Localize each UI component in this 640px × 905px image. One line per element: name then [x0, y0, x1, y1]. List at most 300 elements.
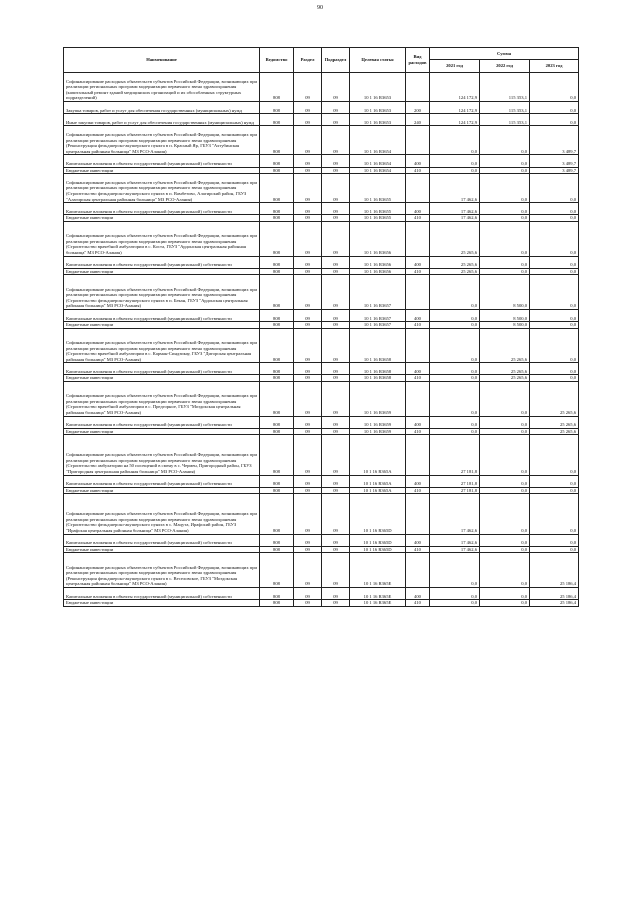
row-section: 09	[294, 546, 322, 553]
row-sum-2023: 0,0	[530, 203, 579, 215]
row-section: 09	[294, 382, 322, 417]
row-sum-2022: 8 500,0	[480, 275, 530, 310]
row-target-code: 10 1 16 R3653	[350, 102, 406, 114]
row-name: Бюджетные инвестиции	[64, 322, 260, 329]
table-row	[64, 126, 579, 155]
row-dept: 808	[260, 553, 294, 588]
row-target-code: 10 1 16 R365A	[350, 487, 406, 494]
row-sum-2023: 0,0	[530, 322, 579, 329]
row-target-code: 10 1 16 R3654	[350, 167, 406, 174]
row-section: 09	[294, 215, 322, 222]
row-target-code: 10 1 16 R3658	[350, 375, 406, 382]
row-subsection: 09	[322, 275, 350, 310]
row-sum-2022: 0,0	[480, 167, 530, 174]
row-subsection: 09	[322, 167, 350, 174]
row-name: Капитальные вложения в объекты государственной (муниципальной) собственности	[64, 534, 260, 546]
row-section: 09	[294, 309, 322, 321]
row-subsection: 09	[322, 256, 350, 268]
row-exp-type: 400	[406, 475, 430, 487]
row-target-code: 10 1 16 R3654	[350, 126, 406, 155]
row-subsection: 09	[322, 534, 350, 546]
table-row	[64, 102, 579, 114]
row-dept: 808	[260, 587, 294, 599]
row-name: Капитальные вложения в объекты государственной (муниципальной) собственности	[64, 309, 260, 321]
row-subsection: 09	[322, 553, 350, 588]
row-target-code: 10 1 16 R3655	[350, 174, 406, 203]
row-dept: 808	[260, 102, 294, 114]
row-sum-2022: 115 353,1	[480, 102, 530, 114]
row-exp-type	[406, 126, 430, 155]
row-sum-2022: 8 500,0	[480, 309, 530, 321]
row-sum-2023: 0,0	[530, 328, 579, 363]
row-exp-type	[406, 174, 430, 203]
row-subsection: 09	[322, 328, 350, 363]
row-target-code: 10 1 16 R3657	[350, 275, 406, 310]
table-row	[64, 375, 579, 382]
row-section: 09	[294, 428, 322, 435]
row-sum-2021: 17 462,6	[430, 174, 480, 203]
row-section: 09	[294, 475, 322, 487]
row-target-code: 10 1 16 R3653	[350, 114, 406, 126]
table-row	[64, 428, 579, 435]
row-exp-type	[406, 221, 430, 256]
table-row	[64, 382, 579, 417]
row-dept: 808	[260, 203, 294, 215]
row-sum-2021: 0,0	[430, 375, 480, 382]
row-sum-2023: 0,0	[530, 309, 579, 321]
table-row	[64, 600, 579, 607]
row-name: Бюджетные инвестиции	[64, 600, 260, 607]
row-target-code: 10 1 16 R3658	[350, 363, 406, 375]
row-name: Бюджетные инвестиции	[64, 268, 260, 275]
row-dept: 808	[260, 309, 294, 321]
row-exp-type: 410	[406, 215, 430, 222]
table-row	[64, 587, 579, 599]
row-exp-type	[406, 275, 430, 310]
row-subsection: 09	[322, 114, 350, 126]
row-sum-2022: 0,0	[480, 382, 530, 417]
table-row	[64, 73, 579, 102]
row-target-code: 10 1 16 R365D	[350, 546, 406, 553]
row-target-code: 10 1 16 R3657	[350, 309, 406, 321]
row-subsection: 09	[322, 268, 350, 275]
row-sum-2022: 0,0	[480, 203, 530, 215]
table-body	[64, 73, 579, 607]
row-name: Софинансирование расходных обязательств субъектов Российской Федерации, возникающих при реализации региональных программ модернизации первичного звена здравоохранения (Строительство фельдшерско-акушерского пункта в п. Бекан, ГБУЗ "Ардонская центральная районная больница" МЗ РСО-Алания)	[64, 275, 260, 310]
row-dept: 808	[260, 600, 294, 607]
row-target-code: 10 1 16 R3653	[350, 73, 406, 102]
row-sum-2021: 17 462,6	[430, 203, 480, 215]
row-subsection: 09	[322, 546, 350, 553]
row-sum-2022: 0,0	[480, 256, 530, 268]
row-dept: 808	[260, 275, 294, 310]
row-section: 09	[294, 363, 322, 375]
row-sum-2021: 0,0	[430, 600, 480, 607]
row-subsection: 09	[322, 363, 350, 375]
row-target-code: 10 1 16 R365D	[350, 494, 406, 534]
row-sum-2021: 27 181,8	[430, 475, 480, 487]
row-target-code: 10 1 16 R3658	[350, 328, 406, 363]
row-dept: 808	[260, 155, 294, 167]
row-exp-type	[406, 435, 430, 475]
page-number: 90	[317, 5, 323, 11]
table-row	[64, 155, 579, 167]
row-name: Иные закупки товаров, работ и услуг для обеспечения государственных (муниципальных) нужд	[64, 114, 260, 126]
header-name: Наименование	[64, 48, 260, 73]
row-exp-type: 240	[406, 114, 430, 126]
row-dept: 808	[260, 494, 294, 534]
row-sum-2022: 25 265,6	[480, 328, 530, 363]
row-section: 09	[294, 167, 322, 174]
row-name: Бюджетные инвестиции	[64, 167, 260, 174]
row-sum-2023: 0,0	[530, 221, 579, 256]
row-dept: 808	[260, 73, 294, 102]
row-sum-2022: 0,0	[480, 428, 530, 435]
row-section: 09	[294, 102, 322, 114]
row-sum-2022: 0,0	[480, 155, 530, 167]
row-target-code: 10 1 16 R3659	[350, 428, 406, 435]
row-sum-2022: 0,0	[480, 215, 530, 222]
row-name: Бюджетные инвестиции	[64, 546, 260, 553]
row-target-code: 10 1 16 R365A	[350, 435, 406, 475]
row-dept: 808	[260, 428, 294, 435]
row-dept: 808	[260, 126, 294, 155]
row-sum-2023: 0,0	[530, 494, 579, 534]
row-sum-2022: 0,0	[480, 174, 530, 203]
row-sum-2021: 0,0	[430, 275, 480, 310]
row-sum-2023: 0,0	[530, 256, 579, 268]
row-target-code: 10 1 16 R365D	[350, 534, 406, 546]
row-subsection: 09	[322, 215, 350, 222]
row-exp-type: 410	[406, 322, 430, 329]
table-row	[64, 546, 579, 553]
row-sum-2021: 17 462,6	[430, 215, 480, 222]
row-sum-2021: 27 181,8	[430, 435, 480, 475]
row-name: Софинансирование расходных обязательств субъектов Российской Федерации, возникающих при реализации региональных программ модернизации первичного звена здравоохранения (Реконструкция фельдшерско-акушерского пункта в с. Веселовское, ГБУЗ "Моздокская центральная районная больница" МЗ РСО-Алания)	[64, 553, 260, 588]
row-sum-2023: 0,0	[530, 73, 579, 102]
row-exp-type: 410	[406, 546, 430, 553]
row-dept: 808	[260, 268, 294, 275]
row-dept: 808	[260, 322, 294, 329]
row-subsection: 09	[322, 435, 350, 475]
row-subsection: 09	[322, 126, 350, 155]
row-sum-2021: 25 265,6	[430, 256, 480, 268]
row-exp-type	[406, 553, 430, 588]
row-exp-type	[406, 494, 430, 534]
table-row	[64, 114, 579, 126]
row-subsection: 09	[322, 382, 350, 417]
table-row	[64, 435, 579, 475]
row-sum-2022: 0,0	[480, 587, 530, 599]
row-section: 09	[294, 73, 322, 102]
row-sum-2022: 0,0	[480, 494, 530, 534]
row-exp-type: 410	[406, 487, 430, 494]
row-sum-2023: 0,0	[530, 534, 579, 546]
row-exp-type: 400	[406, 309, 430, 321]
row-sum-2021: 0,0	[430, 363, 480, 375]
row-sum-2023: 0,0	[530, 215, 579, 222]
row-sum-2023: 25 265,6	[530, 382, 579, 417]
row-dept: 808	[260, 546, 294, 553]
table-row	[64, 487, 579, 494]
header-sum: Сумма	[430, 48, 579, 60]
row-target-code: 10 1 16 R3655	[350, 203, 406, 215]
row-exp-type: 410	[406, 375, 430, 382]
header-dept: Ведомство	[260, 48, 294, 73]
row-exp-type: 400	[406, 416, 430, 428]
row-subsection: 09	[322, 600, 350, 607]
row-sum-2023: 25 186,4	[530, 600, 579, 607]
row-target-code: 10 1 16 R3656	[350, 256, 406, 268]
table-row	[64, 363, 579, 375]
row-dept: 808	[260, 382, 294, 417]
row-sum-2021: 124 172,9	[430, 73, 480, 102]
row-exp-type	[406, 328, 430, 363]
row-name: Закупка товаров, работ и услуг для обеспечения государственных (муниципальных) нужд	[64, 102, 260, 114]
row-name: Софинансирование расходных обязательств субъектов Российской Федерации, возникающих при реализации региональных программ модернизации первичного звена здравоохранения (Строительство фельдшерско-акушерского пункта в с. Мацута, Ирафский район, ГБУЗ "Ирафская центральная районная больница" МЗ РСО-Алания)	[64, 494, 260, 534]
row-sum-2021: 0,0	[430, 328, 480, 363]
row-sum-2022: 0,0	[480, 221, 530, 256]
table-row	[64, 475, 579, 487]
row-sum-2021: 124 172,9	[430, 114, 480, 126]
row-dept: 808	[260, 167, 294, 174]
row-section: 09	[294, 494, 322, 534]
row-name: Софинансирование расходных обязательств субъектов Российской Федерации, возникающих при реализации региональных программ модернизации первичного звена здравоохранения (капитальный ремонт зданий медицинских организаций и их обособленных структурных подразделений)	[64, 73, 260, 102]
row-subsection: 09	[322, 221, 350, 256]
row-section: 09	[294, 126, 322, 155]
row-subsection: 09	[322, 73, 350, 102]
row-target-code: 10 1 16 R3655	[350, 215, 406, 222]
row-name: Софинансирование расходных обязательств субъектов Российской Федерации, возникающих при реализации региональных программ модернизации первичного звена здравоохранения (Строительство врачебной амбулатории в с. Коста, ГБУЗ "Ардонская центральная районная больница" МЗ РСО-Алания)	[64, 221, 260, 256]
table-row	[64, 203, 579, 215]
row-sum-2022: 0,0	[480, 435, 530, 475]
row-name: Капитальные вложения в объекты государственной (муниципальной) собственности	[64, 416, 260, 428]
row-sum-2021: 0,0	[430, 587, 480, 599]
row-sum-2023: 3 489,7	[530, 155, 579, 167]
row-sum-2023: 0,0	[530, 546, 579, 553]
row-sum-2022: 25 265,6	[480, 363, 530, 375]
row-target-code: 10 1 16 R3656	[350, 268, 406, 275]
row-sum-2023: 0,0	[530, 363, 579, 375]
row-section: 09	[294, 534, 322, 546]
row-sum-2022: 0,0	[480, 416, 530, 428]
row-exp-type: 400	[406, 256, 430, 268]
row-subsection: 09	[322, 203, 350, 215]
row-dept: 808	[260, 221, 294, 256]
row-sum-2021: 0,0	[430, 428, 480, 435]
row-sum-2023: 3 489,7	[530, 126, 579, 155]
row-dept: 808	[260, 475, 294, 487]
row-subsection: 09	[322, 174, 350, 203]
row-name: Софинансирование расходных обязательств субъектов Российской Федерации, возникающих при реализации региональных программ модернизации первичного звена здравоохранения (Строительство врачебной амбулатории в с. Предгорное, ГБУЗ "Моздокская центральная районная больница" МЗ РСО-Алания)	[64, 382, 260, 417]
row-target-code: 10 1 16 R3659	[350, 416, 406, 428]
table-row	[64, 534, 579, 546]
row-section: 09	[294, 174, 322, 203]
row-sum-2022: 8 500,0	[480, 322, 530, 329]
row-dept: 808	[260, 416, 294, 428]
row-sum-2022: 0,0	[480, 487, 530, 494]
row-sum-2021: 0,0	[430, 322, 480, 329]
row-section: 09	[294, 600, 322, 607]
row-name: Софинансирование расходных обязательств субъектов Российской Федерации, возникающих при реализации региональных программ модернизации первичного звена здравоохранения (Строительство амбулатории на 50 посещений в смену в с. Чермен, Пригородный район, ГБУЗ "Пригородная центральная районная больница" МЗ РСО-Алания)	[64, 435, 260, 475]
row-sum-2021: 0,0	[430, 155, 480, 167]
row-subsection: 09	[322, 102, 350, 114]
table-row	[64, 553, 579, 588]
row-sum-2023: 0,0	[530, 375, 579, 382]
row-exp-type	[406, 73, 430, 102]
row-dept: 808	[260, 534, 294, 546]
table-row	[64, 309, 579, 321]
table-row	[64, 174, 579, 203]
row-target-code: 10 1 16 R3657	[350, 322, 406, 329]
row-subsection: 09	[322, 155, 350, 167]
table-row	[64, 275, 579, 310]
row-target-code: 10 1 16 R365A	[350, 475, 406, 487]
row-subsection: 09	[322, 309, 350, 321]
row-section: 09	[294, 328, 322, 363]
row-sum-2021: 25 265,6	[430, 268, 480, 275]
row-sum-2022: 0,0	[480, 268, 530, 275]
row-section: 09	[294, 256, 322, 268]
row-sum-2021: 0,0	[430, 126, 480, 155]
row-sum-2022: 115 353,1	[480, 114, 530, 126]
row-dept: 808	[260, 363, 294, 375]
row-dept: 808	[260, 215, 294, 222]
table-row	[64, 221, 579, 256]
row-sum-2021: 25 265,6	[430, 221, 480, 256]
row-dept: 808	[260, 114, 294, 126]
row-target-code: 10 1 16 R3659	[350, 382, 406, 417]
header-exp-type: Вид расходов	[406, 48, 430, 73]
row-sum-2023: 0,0	[530, 268, 579, 275]
header-target: Целевая статья	[350, 48, 406, 73]
row-sum-2023: 25 186,4	[530, 553, 579, 588]
row-sum-2022: 0,0	[480, 475, 530, 487]
row-target-code: 10 1 16 R365E	[350, 587, 406, 599]
row-dept: 808	[260, 435, 294, 475]
row-dept: 808	[260, 174, 294, 203]
row-sum-2022: 0,0	[480, 534, 530, 546]
row-section: 09	[294, 221, 322, 256]
row-dept: 808	[260, 328, 294, 363]
row-sum-2022: 0,0	[480, 126, 530, 155]
table-row	[64, 322, 579, 329]
row-target-code: 10 1 16 R3654	[350, 155, 406, 167]
row-exp-type: 400	[406, 155, 430, 167]
table-row	[64, 167, 579, 174]
table-row	[64, 256, 579, 268]
row-section: 09	[294, 155, 322, 167]
row-target-code: 10 1 16 R365E	[350, 600, 406, 607]
row-sum-2021: 0,0	[430, 167, 480, 174]
row-exp-type: 400	[406, 587, 430, 599]
row-sum-2021: 17 462,6	[430, 546, 480, 553]
row-name: Софинансирование расходных обязательств субъектов Российской Федерации, возникающих при реализации региональных программ модернизации первичного звена здравоохранения (Строительство врачебной амбулатории в с. Карман-Синдзикау, ГБУЗ "Дигорская центральная районная больница" МЗ РСО-Алания)	[64, 328, 260, 363]
row-sum-2021: 27 181,8	[430, 487, 480, 494]
row-name: Капитальные вложения в объекты государственной (муниципальной) собственности	[64, 475, 260, 487]
row-sum-2021: 124 172,9	[430, 102, 480, 114]
table-row	[64, 215, 579, 222]
row-section: 09	[294, 322, 322, 329]
row-sum-2022: 0,0	[480, 546, 530, 553]
row-sum-2023: 0,0	[530, 475, 579, 487]
row-sum-2023: 25 265,6	[530, 428, 579, 435]
row-sum-2023: 0,0	[530, 114, 579, 126]
row-sum-2021: 0,0	[430, 309, 480, 321]
row-exp-type: 410	[406, 428, 430, 435]
row-name: Бюджетные инвестиции	[64, 375, 260, 382]
row-name: Софинансирование расходных обязательств субъектов Российской Федерации, возникающих при реализации региональных программ модернизации первичного звена здравоохранения (Строительство фельдшерско-акушерского пункта в п. Вамбетово, Алагирский район, ГБУЗ "Алагирская центральная районная больница" МЗ РСО-Алания)	[64, 174, 260, 203]
table-row	[64, 494, 579, 534]
row-exp-type: 400	[406, 363, 430, 375]
row-exp-type: 410	[406, 268, 430, 275]
row-subsection: 09	[322, 475, 350, 487]
row-section: 09	[294, 416, 322, 428]
row-sum-2023: 25 265,6	[530, 416, 579, 428]
row-section: 09	[294, 275, 322, 310]
row-exp-type: 410	[406, 167, 430, 174]
header-2023: 2023 год	[530, 60, 579, 73]
row-target-code: 10 1 16 R3656	[350, 221, 406, 256]
row-sum-2023: 25 186,4	[530, 587, 579, 599]
row-sum-2023: 0,0	[530, 174, 579, 203]
row-sum-2022: 0,0	[480, 600, 530, 607]
row-sum-2021: 0,0	[430, 382, 480, 417]
row-name: Капитальные вложения в объекты государственной (муниципальной) собственности	[64, 587, 260, 599]
row-subsection: 09	[322, 416, 350, 428]
row-sum-2023: 0,0	[530, 275, 579, 310]
row-sum-2022: 0,0	[480, 553, 530, 588]
row-subsection: 09	[322, 322, 350, 329]
row-section: 09	[294, 435, 322, 475]
row-section: 09	[294, 487, 322, 494]
row-sum-2023: 3 489,7	[530, 167, 579, 174]
header-2022: 2022 год	[480, 60, 530, 73]
row-subsection: 09	[322, 487, 350, 494]
table-row	[64, 328, 579, 363]
row-name: Капитальные вложения в объекты государственной (муниципальной) собственности	[64, 363, 260, 375]
row-exp-type: 200	[406, 102, 430, 114]
row-subsection: 09	[322, 494, 350, 534]
row-name: Капитальные вложения в объекты государственной (муниципальной) собственности	[64, 155, 260, 167]
row-name: Бюджетные инвестиции	[64, 487, 260, 494]
row-name: Софинансирование расходных обязательств субъектов Российской Федерации, возникающих при реализации региональных программ модернизации первичного звена здравоохранения (Реконструкция фельдшерско-акушерского пункта в п. Красный Яр, ГБУЗ "Ахтубинская центральная районная больница" МЗ РСО-Алания)	[64, 126, 260, 155]
row-dept: 808	[260, 375, 294, 382]
row-section: 09	[294, 375, 322, 382]
row-sum-2021: 0,0	[430, 416, 480, 428]
row-dept: 808	[260, 256, 294, 268]
row-subsection: 09	[322, 428, 350, 435]
row-section: 09	[294, 268, 322, 275]
row-sum-2023: 0,0	[530, 435, 579, 475]
row-dept: 808	[260, 487, 294, 494]
row-name: Капитальные вложения в объекты государственной (муниципальной) собственности	[64, 256, 260, 268]
row-name: Бюджетные инвестиции	[64, 215, 260, 222]
row-sum-2022: 115 353,1	[480, 73, 530, 102]
row-exp-type: 400	[406, 203, 430, 215]
row-target-code: 10 1 16 R365E	[350, 553, 406, 588]
row-sum-2021: 17 462,6	[430, 494, 480, 534]
row-sum-2021: 0,0	[430, 553, 480, 588]
row-section: 09	[294, 114, 322, 126]
row-sum-2023: 0,0	[530, 487, 579, 494]
header-subsection: Подраздел	[322, 48, 350, 73]
row-exp-type: 400	[406, 534, 430, 546]
row-subsection: 09	[322, 587, 350, 599]
row-exp-type: 410	[406, 600, 430, 607]
row-sum-2023: 0,0	[530, 102, 579, 114]
row-sum-2022: 25 265,6	[480, 375, 530, 382]
